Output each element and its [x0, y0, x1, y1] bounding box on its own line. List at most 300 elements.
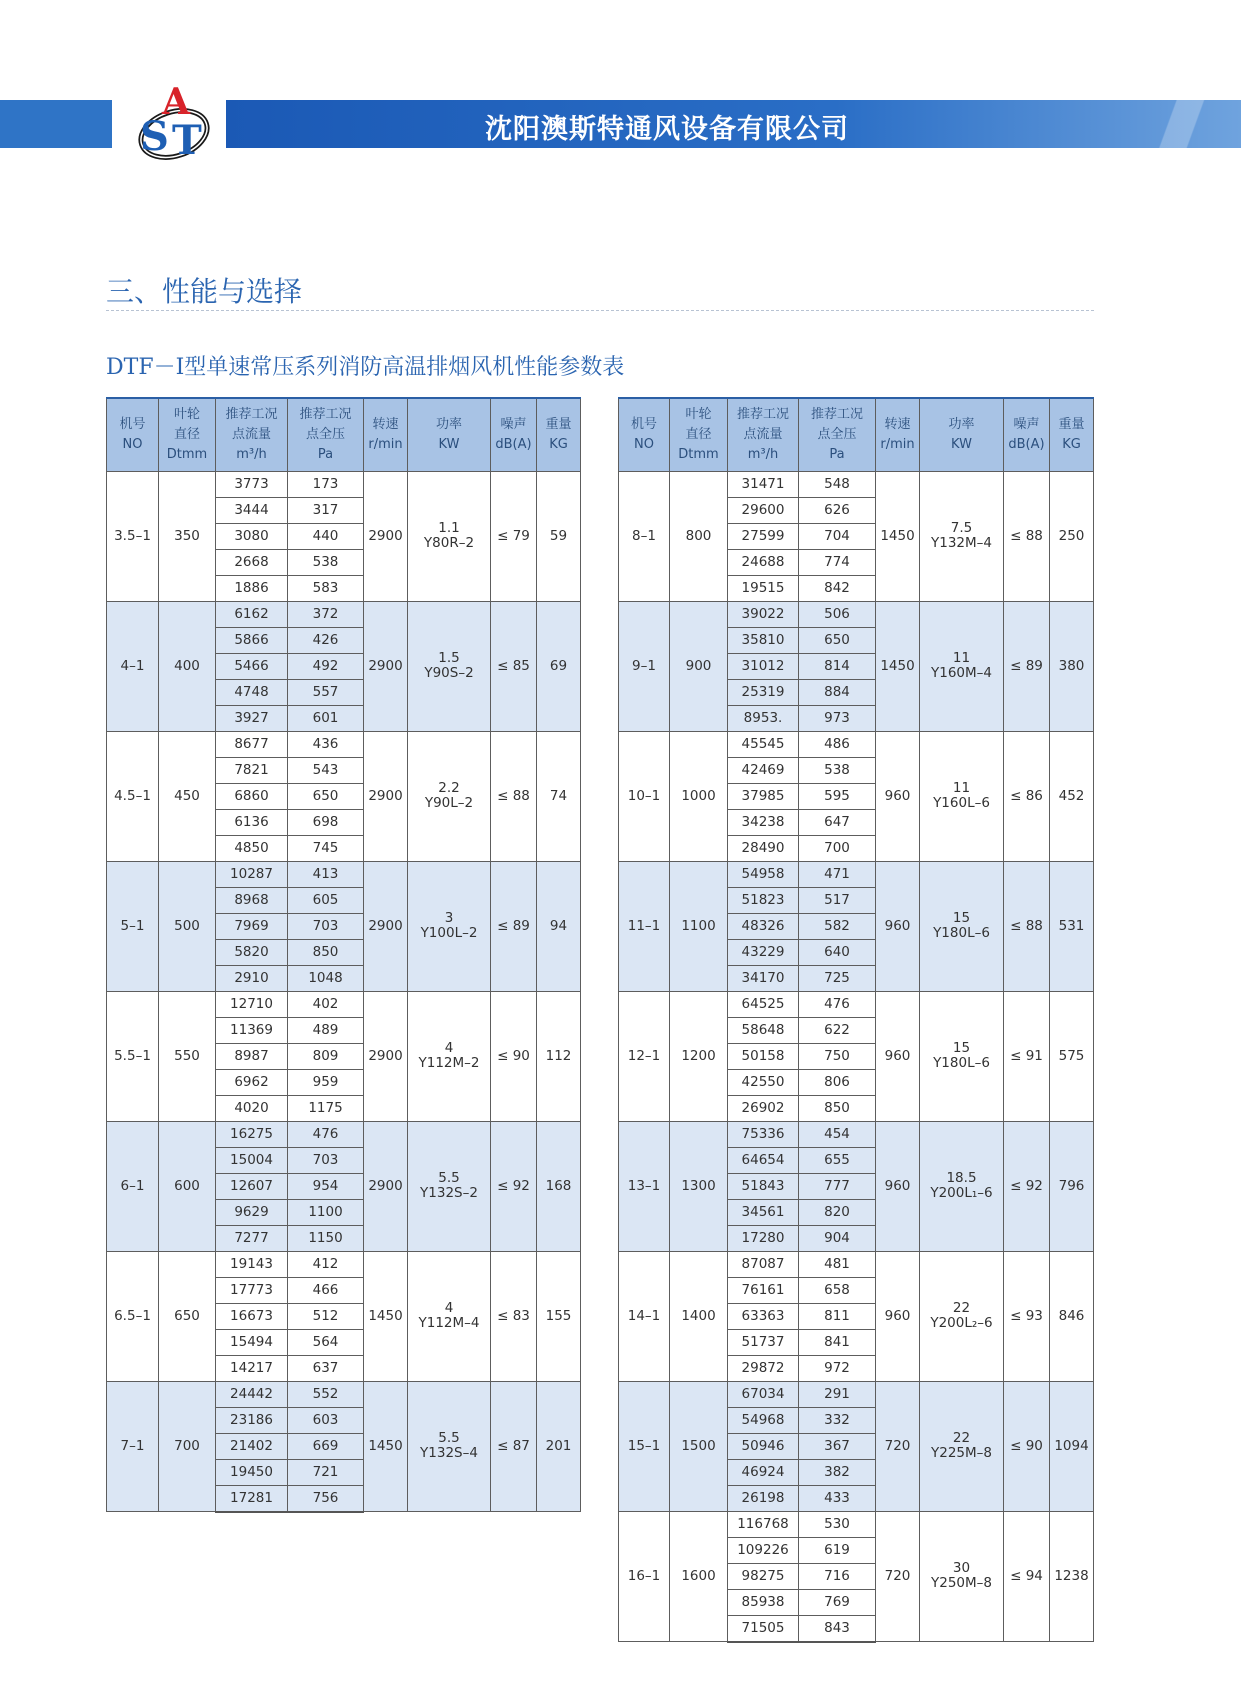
power-motor: [920, 1251, 1004, 1381]
flow-value: 23186: [216, 1407, 288, 1433]
flow-value: 75336: [728, 1121, 799, 1147]
table-row: [619, 601, 1094, 627]
speed-value: 2900: [364, 471, 408, 601]
model-number: 3.5–1: [107, 471, 159, 601]
pressure-value: 1048: [288, 965, 364, 991]
impeller-diameter: 500: [159, 861, 216, 991]
flow-value: 37985: [728, 783, 799, 809]
flow-value: 85938: [728, 1589, 799, 1615]
table-row: [107, 991, 581, 1017]
pressure-value: 820: [799, 1199, 876, 1225]
weight-value: 575: [1050, 991, 1094, 1121]
speed-value: 1450: [364, 1381, 408, 1512]
flow-value: 26902: [728, 1095, 799, 1121]
weight-value: 112: [537, 991, 581, 1121]
flow-value: 28490: [728, 835, 799, 861]
pressure-value: 637: [288, 1355, 364, 1381]
power-kw: 11: [952, 650, 971, 666]
power-motor: [920, 1381, 1004, 1511]
pressure-value: 959: [288, 1069, 364, 1095]
pressure-value: 622: [799, 1017, 876, 1043]
column-header: 功率 KW: [408, 398, 491, 471]
weight-value: 380: [1050, 601, 1094, 731]
flow-value: 17773: [216, 1277, 288, 1303]
table-row: [619, 471, 1094, 497]
company-name: 沈阳澳斯特通风设备有限公司: [485, 114, 849, 145]
table-title: DTF－Ⅰ型单速常压系列消防高温排烟风机性能参数表: [106, 355, 625, 380]
flow-value: 19143: [216, 1251, 288, 1277]
impeller-diameter: 1300: [670, 1121, 728, 1251]
pressure-value: 806: [799, 1069, 876, 1095]
pressure-value: 173: [288, 471, 364, 497]
model-number: 5–1: [107, 861, 159, 991]
motor-model: Y132S–2: [420, 1185, 478, 1201]
flow-value: 87087: [728, 1251, 799, 1277]
table-row: [619, 991, 1094, 1017]
flow-value: 8953.: [728, 705, 799, 731]
pressure-value: 564: [288, 1329, 364, 1355]
pressure-value: 700: [799, 835, 876, 861]
flow-value: 19515: [728, 575, 799, 601]
model-number: 12–1: [619, 991, 670, 1121]
impeller-diameter: 1400: [670, 1251, 728, 1381]
flow-value: 29872: [728, 1355, 799, 1381]
pressure-value: 777: [799, 1173, 876, 1199]
speed-value: 720: [876, 1381, 920, 1511]
motor-model: Y80R–2: [423, 535, 475, 551]
pressure-value: 698: [288, 809, 364, 835]
power-kw: 5.5: [438, 1170, 460, 1186]
weight-value: 155: [537, 1251, 581, 1381]
motor-model: Y132M–4: [930, 535, 992, 551]
weight-value: 1094: [1050, 1381, 1094, 1511]
model-number: 11–1: [619, 861, 670, 991]
column-header: 转速 r/min: [364, 398, 408, 471]
pressure-value: 317: [288, 497, 364, 523]
model-number: 13–1: [619, 1121, 670, 1251]
pressure-value: 972: [799, 1355, 876, 1381]
pressure-value: 841: [799, 1329, 876, 1355]
flow-value: 58648: [728, 1017, 799, 1043]
pressure-value: 476: [288, 1121, 364, 1147]
column-header: 重量 KG: [1050, 398, 1094, 471]
power-kw: 1.1: [438, 520, 460, 536]
flow-value: 5820: [216, 939, 288, 965]
flow-value: 27599: [728, 523, 799, 549]
noise-value: ≤ 92: [1004, 1121, 1050, 1251]
impeller-diameter: 1100: [670, 861, 728, 991]
flow-value: 76161: [728, 1277, 799, 1303]
table-row: [619, 1511, 1094, 1537]
weight-value: 69: [537, 601, 581, 731]
table-row: [107, 1121, 581, 1147]
impeller-diameter: 900: [670, 601, 728, 731]
table-row: [619, 1251, 1094, 1277]
power-motor: [408, 991, 491, 1121]
noise-value: ≤ 88: [1004, 471, 1050, 601]
impeller-diameter: 1600: [670, 1511, 728, 1642]
column-header: 功率 KW: [920, 398, 1004, 471]
table-row: [107, 861, 581, 887]
pressure-value: 454: [799, 1121, 876, 1147]
pressure-value: 811: [799, 1303, 876, 1329]
impeller-diameter: 550: [159, 991, 216, 1121]
motor-model: Y200L₂–6: [930, 1315, 993, 1331]
flow-value: 6860: [216, 783, 288, 809]
pressure-value: 557: [288, 679, 364, 705]
table-row: [107, 601, 581, 627]
impeller-diameter: 450: [159, 731, 216, 861]
flow-value: 6162: [216, 601, 288, 627]
pressure-value: 332: [799, 1407, 876, 1433]
motor-model: Y250M–8: [930, 1575, 992, 1592]
impeller-diameter: 1000: [670, 731, 728, 861]
speed-value: 2900: [364, 861, 408, 991]
flow-value: 109226: [728, 1537, 799, 1563]
company-logo: [128, 78, 224, 168]
noise-value: ≤ 94: [1004, 1511, 1050, 1642]
flow-value: 8677: [216, 731, 288, 757]
flow-value: 42550: [728, 1069, 799, 1095]
impeller-diameter: 700: [159, 1381, 216, 1512]
svg-text:A: A: [162, 81, 190, 123]
column-header: 噪声 dB(A): [491, 398, 537, 471]
weight-value: 59: [537, 471, 581, 601]
column-header: 推荐工况 点流量 m³/h: [216, 398, 288, 471]
pressure-value: 538: [799, 757, 876, 783]
pressure-value: 704: [799, 523, 876, 549]
power-motor: [920, 861, 1004, 991]
pressure-value: 433: [799, 1485, 876, 1511]
flow-value: 64525: [728, 991, 799, 1017]
motor-model: Y132S–4: [420, 1445, 478, 1462]
power-kw: 7.5: [950, 520, 973, 536]
flow-value: 63363: [728, 1303, 799, 1329]
flow-value: 54968: [728, 1407, 799, 1433]
speed-value: 960: [876, 861, 920, 991]
flow-value: 15004: [216, 1147, 288, 1173]
motor-model: Y180L–6: [933, 1055, 990, 1071]
column-header: 推荐工况 点流量 m³/h: [728, 398, 799, 471]
power-kw: 1.5: [438, 650, 460, 666]
pressure-value: 904: [799, 1225, 876, 1251]
pressure-value: 440: [288, 523, 364, 549]
model-number: 14–1: [619, 1251, 670, 1381]
flow-value: 34170: [728, 965, 799, 991]
weight-value: 531: [1050, 861, 1094, 991]
speed-value: 2900: [364, 601, 408, 731]
flow-value: 4748: [216, 679, 288, 705]
noise-value: ≤ 90: [491, 991, 537, 1121]
flow-value: 54958: [728, 861, 799, 887]
svg-text:T: T: [172, 117, 202, 164]
power-motor: [920, 601, 1004, 731]
flow-value: 17280: [728, 1225, 799, 1251]
flow-value: 2668: [216, 549, 288, 575]
motor-model: Y100L–2: [420, 925, 478, 941]
column-header: 机号 NO: [107, 398, 159, 471]
pressure-value: 605: [288, 887, 364, 913]
noise-value: ≤ 89: [491, 861, 537, 991]
flow-value: 31471: [728, 471, 799, 497]
flow-value: 12710: [216, 991, 288, 1017]
flow-value: 51737: [728, 1329, 799, 1355]
power-kw: 22: [952, 1300, 971, 1316]
weight-value: 1238: [1050, 1511, 1094, 1642]
pressure-value: 721: [288, 1459, 364, 1485]
flow-value: 39022: [728, 601, 799, 627]
pressure-value: 601: [288, 705, 364, 731]
table-row: [107, 471, 581, 497]
motor-model: Y112M–2: [418, 1055, 480, 1071]
pressure-value: 843: [799, 1615, 876, 1642]
pressure-value: 426: [288, 627, 364, 653]
pressure-value: 669: [288, 1433, 364, 1459]
table-row: [619, 1121, 1094, 1147]
power-motor: [408, 601, 491, 731]
table-row: [619, 1381, 1094, 1407]
pressure-value: 603: [288, 1407, 364, 1433]
flow-value: 14217: [216, 1355, 288, 1381]
flow-value: 1886: [216, 575, 288, 601]
speed-value: 1450: [876, 471, 920, 601]
power-kw: 3: [444, 910, 454, 926]
power-kw: 11: [952, 780, 971, 796]
power-kw: 18.5: [946, 1170, 977, 1186]
pressure-value: 583: [288, 575, 364, 601]
power-motor: [408, 861, 491, 991]
flow-value: 11369: [216, 1017, 288, 1043]
power-motor: [920, 731, 1004, 861]
table-row: [619, 861, 1094, 887]
pressure-value: 506: [799, 601, 876, 627]
flow-value: 2910: [216, 965, 288, 991]
svg-text:S: S: [140, 113, 169, 160]
pressure-value: 595: [799, 783, 876, 809]
column-header: 叶轮 直径 Dtmm: [159, 398, 216, 471]
model-number: 6.5–1: [107, 1251, 159, 1381]
power-kw: 4: [444, 1300, 454, 1316]
pressure-value: 481: [799, 1251, 876, 1277]
speed-value: 960: [876, 1121, 920, 1251]
noise-value: ≤ 91: [1004, 991, 1050, 1121]
flow-value: 9629: [216, 1199, 288, 1225]
model-number: 4.5–1: [107, 731, 159, 861]
speed-value: 960: [876, 991, 920, 1121]
flow-value: 3444: [216, 497, 288, 523]
table-row: [107, 731, 581, 757]
flow-value: 17281: [216, 1485, 288, 1512]
pressure-value: 814: [799, 653, 876, 679]
motor-model: Y160M–4: [930, 665, 992, 681]
power-kw: 22: [952, 1430, 971, 1446]
performance-table-right: [618, 397, 1094, 1643]
flow-value: 5466: [216, 653, 288, 679]
weight-value: 796: [1050, 1121, 1094, 1251]
pressure-value: 582: [799, 913, 876, 939]
flow-value: 50158: [728, 1043, 799, 1069]
model-number: 6–1: [107, 1121, 159, 1251]
power-motor: [920, 991, 1004, 1121]
pressure-value: 436: [288, 731, 364, 757]
table-header-row: [619, 398, 1094, 471]
pressure-value: 655: [799, 1147, 876, 1173]
power-motor: [408, 1251, 491, 1381]
pressure-value: 774: [799, 549, 876, 575]
pressure-value: 850: [288, 939, 364, 965]
flow-value: 64654: [728, 1147, 799, 1173]
pressure-value: 954: [288, 1173, 364, 1199]
flow-value: 3927: [216, 705, 288, 731]
speed-value: 1450: [364, 1251, 408, 1381]
flow-value: 24688: [728, 549, 799, 575]
motor-model: Y90L–2: [424, 795, 474, 811]
table-row: [619, 731, 1094, 757]
power-kw: 2.2: [438, 780, 460, 796]
flow-value: 25319: [728, 679, 799, 705]
pressure-value: 413: [288, 861, 364, 887]
pressure-value: 658: [799, 1277, 876, 1303]
flow-value: 16275: [216, 1121, 288, 1147]
model-number: 5.5–1: [107, 991, 159, 1121]
pressure-value: 1175: [288, 1095, 364, 1121]
impeller-diameter: 800: [670, 471, 728, 601]
pressure-value: 725: [799, 965, 876, 991]
table-header-row: [107, 398, 581, 471]
flow-value: 51823: [728, 887, 799, 913]
pressure-value: 703: [288, 913, 364, 939]
flow-value: 10287: [216, 861, 288, 887]
flow-value: 16673: [216, 1303, 288, 1329]
pressure-value: 750: [799, 1043, 876, 1069]
flow-value: 3080: [216, 523, 288, 549]
section-divider: [106, 310, 1094, 311]
flow-value: 50946: [728, 1433, 799, 1459]
noise-value: ≤ 90: [1004, 1381, 1050, 1511]
flow-value: 34238: [728, 809, 799, 835]
speed-value: 720: [876, 1511, 920, 1642]
flow-value: 42469: [728, 757, 799, 783]
pressure-value: 1150: [288, 1225, 364, 1251]
flow-value: 67034: [728, 1381, 799, 1407]
weight-value: 168: [537, 1121, 581, 1251]
pressure-value: 382: [799, 1459, 876, 1485]
power-motor: [408, 731, 491, 861]
flow-value: 71505: [728, 1615, 799, 1642]
pressure-value: 619: [799, 1537, 876, 1563]
weight-value: 452: [1050, 731, 1094, 861]
impeller-diameter: 600: [159, 1121, 216, 1251]
motor-model: Y200L₁–6: [930, 1185, 993, 1201]
column-header: 推荐工况 点全压 Pa: [288, 398, 364, 471]
pressure-value: 745: [288, 835, 364, 861]
pressure-value: 466: [288, 1277, 364, 1303]
noise-value: ≤ 92: [491, 1121, 537, 1251]
flow-value: 5866: [216, 627, 288, 653]
flow-value: 45545: [728, 731, 799, 757]
pressure-value: 548: [799, 471, 876, 497]
pressure-value: 372: [288, 601, 364, 627]
flow-value: 35810: [728, 627, 799, 653]
flow-value: 3773: [216, 471, 288, 497]
impeller-diameter: 1200: [670, 991, 728, 1121]
flow-value: 21402: [216, 1433, 288, 1459]
impeller-diameter: 650: [159, 1251, 216, 1381]
motor-model: Y225M–8: [930, 1445, 992, 1461]
power-kw: 30: [952, 1560, 971, 1577]
weight-value: 201: [537, 1381, 581, 1512]
header-band-right: [226, 100, 1241, 148]
column-header: 转速 r/min: [876, 398, 920, 471]
speed-value: 2900: [364, 731, 408, 861]
flow-value: 43229: [728, 939, 799, 965]
flow-value: 19450: [216, 1459, 288, 1485]
flow-value: 46924: [728, 1459, 799, 1485]
model-number: 10–1: [619, 731, 670, 861]
model-number: 9–1: [619, 601, 670, 731]
power-motor: [408, 1121, 491, 1251]
flow-value: 8987: [216, 1043, 288, 1069]
pressure-value: 543: [288, 757, 364, 783]
motor-model: Y160L–6: [933, 795, 990, 811]
flow-value: 26198: [728, 1485, 799, 1511]
impeller-diameter: 350: [159, 471, 216, 601]
flow-value: 98275: [728, 1563, 799, 1589]
power-kw: 5.5: [438, 1430, 460, 1447]
noise-value: ≤ 86: [1004, 731, 1050, 861]
flow-value: 34561: [728, 1199, 799, 1225]
pressure-value: 492: [288, 653, 364, 679]
flow-value: 24442: [216, 1381, 288, 1407]
pressure-value: 489: [288, 1017, 364, 1043]
pressure-value: 756: [288, 1485, 364, 1512]
pressure-value: 884: [799, 679, 876, 705]
header-band-left: [0, 100, 112, 148]
flow-value: 12607: [216, 1173, 288, 1199]
weight-value: 846: [1050, 1251, 1094, 1381]
flow-value: 6136: [216, 809, 288, 835]
pressure-value: 367: [799, 1433, 876, 1459]
column-header: 推荐工况 点全压 Pa: [799, 398, 876, 471]
pressure-value: 1100: [288, 1199, 364, 1225]
flow-value: 31012: [728, 653, 799, 679]
pressure-value: 412: [288, 1251, 364, 1277]
table-row: [107, 1381, 581, 1407]
speed-value: 960: [876, 731, 920, 861]
model-number: 4–1: [107, 601, 159, 731]
column-header: 重量 KG: [537, 398, 581, 471]
noise-value: ≤ 93: [1004, 1251, 1050, 1381]
pressure-value: 626: [799, 497, 876, 523]
flow-value: 15494: [216, 1329, 288, 1355]
weight-value: 74: [537, 731, 581, 861]
pressure-value: 538: [288, 549, 364, 575]
model-number: 15–1: [619, 1381, 670, 1511]
pressure-value: 512: [288, 1303, 364, 1329]
pressure-value: 703: [288, 1147, 364, 1173]
pressure-value: 486: [799, 731, 876, 757]
pressure-value: 552: [288, 1381, 364, 1407]
flow-value: 7969: [216, 913, 288, 939]
table-row: [107, 1251, 581, 1277]
noise-value: ≤ 87: [491, 1381, 537, 1512]
impeller-diameter: 400: [159, 601, 216, 731]
pressure-value: 973: [799, 705, 876, 731]
column-header: 噪声 dB(A): [1004, 398, 1050, 471]
pressure-value: 640: [799, 939, 876, 965]
flow-value: 29600: [728, 497, 799, 523]
pressure-value: 809: [288, 1043, 364, 1069]
